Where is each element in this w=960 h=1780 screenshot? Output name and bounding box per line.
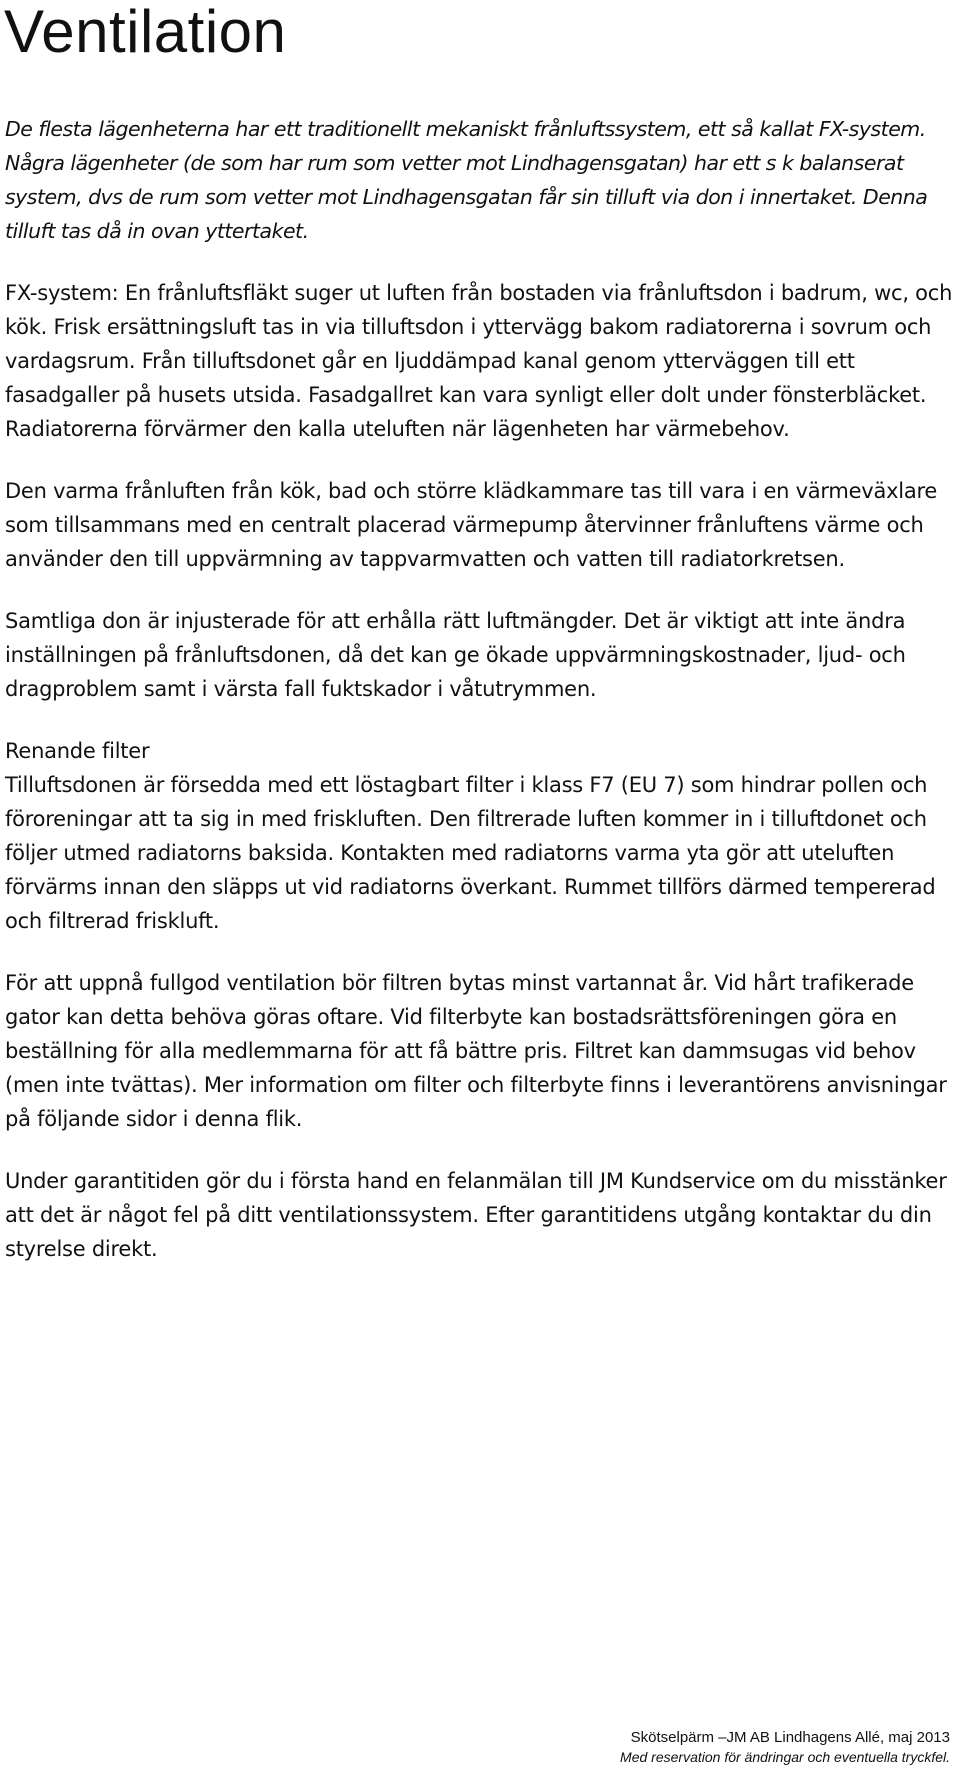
intro-text-main: De flesta lägenheterna har ett traditionellt mekaniskt frånluftssystem, ett så kallat FX-system. Några lägenheter (de som har rum som vetter mot Lindhagensgatan) har ett s k balanserat system, dvs de rum som vetter mot Lindhagensgatan får sin tilluft via don i innertaket.	[5, 117, 926, 209]
warranty-paragraph: Under garantitiden gör du i första hand en felanmälan till JM Kundservice om du misstänker att det är något fel på ditt ventilationssystem. Efter garantitidens utgång kontaktar du din styrelse direkt.	[5, 1169, 947, 1261]
page-title: Ventilation	[4, 0, 287, 65]
page-footer	[620, 1728, 950, 1766]
footer-document-info: Skötselpärm –JM AB Lindhagens Allé, maj 2013	[630, 1729, 950, 1746]
heat-recovery-paragraph: Den varma frånluften från kök, bad och större klädkammare tas till vara i en värmeväxlare som tillsammans med en centralt placerad värmepump återvinner frånluftens värme och använder den till uppvärmning av tappvarmvatten och vatten till radiatorkretsen.	[5, 479, 938, 571]
footer-disclaimer: Med reservation för ändringar och eventuella tryckfel.	[620, 1749, 950, 1765]
intro-text-end: Denna tilluft tas då in ovan yttertaket.	[5, 185, 928, 243]
document-body	[5, 112, 955, 1266]
fx-system-paragraph: FX-system: En frånluftsfläkt suger ut luften från bostaden via frånluftsdon i badrum, wc, och kök. Frisk ersättningsluft tas in via tilluftsdon i yttervägg bakom radiatorerna i sovrum och vardagsrum. Från tilluftsdonet går en ljuddämpad kanal genom ytterväggen till ett fasadgaller på husets utsida. Fasadgallret kan vara synligt eller dolt under fönsterbläcket. Radiatorerna förvärmer den kalla uteluften när lägenheten har värmebehov.	[5, 281, 953, 441]
adjustment-paragraph: Samtliga don är injusterade för att erhålla rätt luftmängder. Det är viktigt att inte ändra inställningen på frånluftsdonen, då det kan ge ökade uppvärmningskostnader, ljud- och dragproblem samt i värsta fall fuktskador i våtutrymmen.	[5, 609, 906, 701]
filter-paragraph: Tilluftsdonen är försedda med ett löstagbart filter i klass F7 (EU 7) som hindrar pollen och föroreningar att ta sig in med friskluften. Den filtrerade luften kommer in i tilluftdonet och följer utmed radiatorns baksida. Kontakten med radiatorns varma yta gör att uteluften förvärms innan den släpps ut vid radiatorns överkant. Rummet tillförs därmed tempererad och filtrerad friskluft.	[5, 773, 936, 933]
intro-paragraph	[5, 112, 955, 248]
filter-heading: Renande filter	[5, 739, 150, 763]
filter-change-paragraph: För att uppnå fullgod ventilation bör filtren bytas minst vartannat år. Vid hårt trafikerade gator kan detta behöva göras oftare. Vid filterbyte kan bostadsrättsföreningen göra en beställning för alla medlemmarna för att få bättre pris. Filtret kan dammsugas vid behov (men inte tvättas). Mer information om filter och filterbyte finns i leverantörens anvisningar på följande sidor i denna flik.	[5, 971, 947, 1131]
